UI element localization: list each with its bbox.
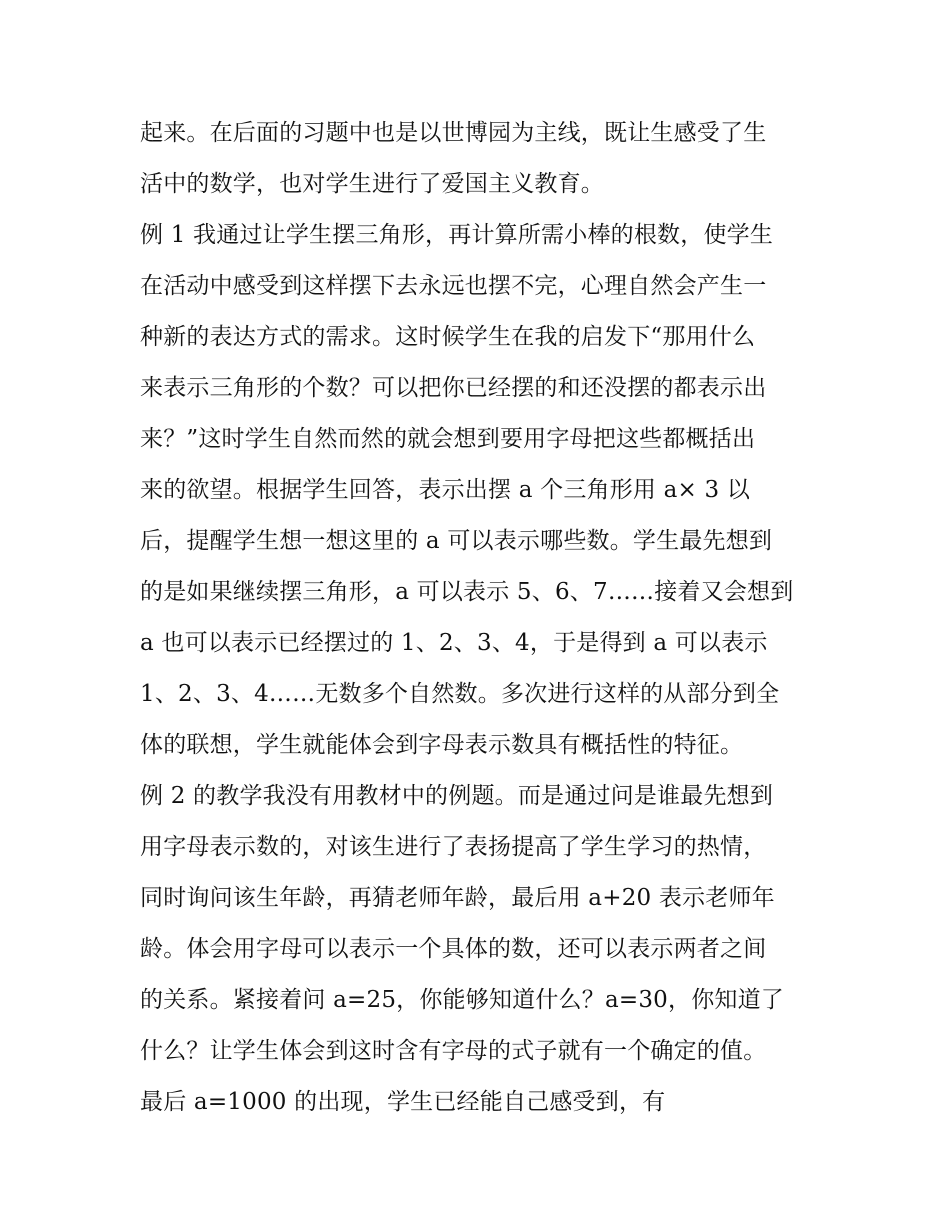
- text-line: 最后 a=1000 的出现，学生已经能自己感受到，有: [140, 1089, 666, 1115]
- text-line: 在活动中感受到这样摆下去永远也摆不完，心理自然会产生一: [140, 273, 767, 299]
- body-text: [140, 108, 820, 1128]
- text-line: 1、2、3、4……无数多个自然数。多次进行这样的从部分到全: [140, 681, 780, 707]
- text-line: 后，提醒学生想一想这里的 a 可以表示哪些数。学生最先想到: [140, 528, 773, 554]
- text-line: 用字母表示数的，对该生进行了表扬提高了学生学习的热情，: [140, 834, 767, 860]
- text-line: 起来。在后面的习题中也是以世博园为主线，既让生感受了生: [140, 120, 767, 146]
- text-line: 同时询问该生年龄，再猜老师年龄，最后用 a+20 表示老师年: [140, 885, 775, 911]
- text-line: 龄。体会用字母可以表示一个具体的数，还可以表示两者之间: [140, 936, 767, 962]
- text-line: 例 2 的教学我没有用教材中的例题。而是通过问是谁最先想到: [140, 783, 774, 809]
- text-line: 来？”这时学生自然而然的就会想到要用字母把这些都概括出: [140, 426, 756, 452]
- text-line: 来的欲望。根据学生回答，表示出摆 a 个三角形用 a× 3 以: [140, 477, 751, 503]
- text-line: 什么？让学生体会到这时含有字母的式子就有一个确定的值。: [140, 1038, 767, 1064]
- text-line: 的是如果继续摆三角形，a 可以表示 5、6、7……接着又会想到: [140, 579, 794, 605]
- text-line: a 也可以表示已经摆过的 1、2、3、4，于是得到 a 可以表示: [140, 630, 768, 656]
- text-line: 体的联想，学生就能体会到字母表示数具有概括性的特征。: [140, 732, 744, 758]
- text-line: 例 1 我通过让学生摆三角形，再计算所需小棒的根数，使学生: [140, 222, 774, 248]
- text-line: 种新的表达方式的需求。这时候学生在我的启发下“那用什么: [140, 324, 756, 350]
- text-line: 活中的数学，也对学生进行了爱国主义教育。: [140, 171, 604, 197]
- text-line: 来表示三角形的个数？可以把你已经摆的和还没摆的都表示出: [140, 375, 767, 401]
- text-line: 的关系。紧接着问 a=25，你能够知道什么？a=30，你知道了: [140, 987, 785, 1013]
